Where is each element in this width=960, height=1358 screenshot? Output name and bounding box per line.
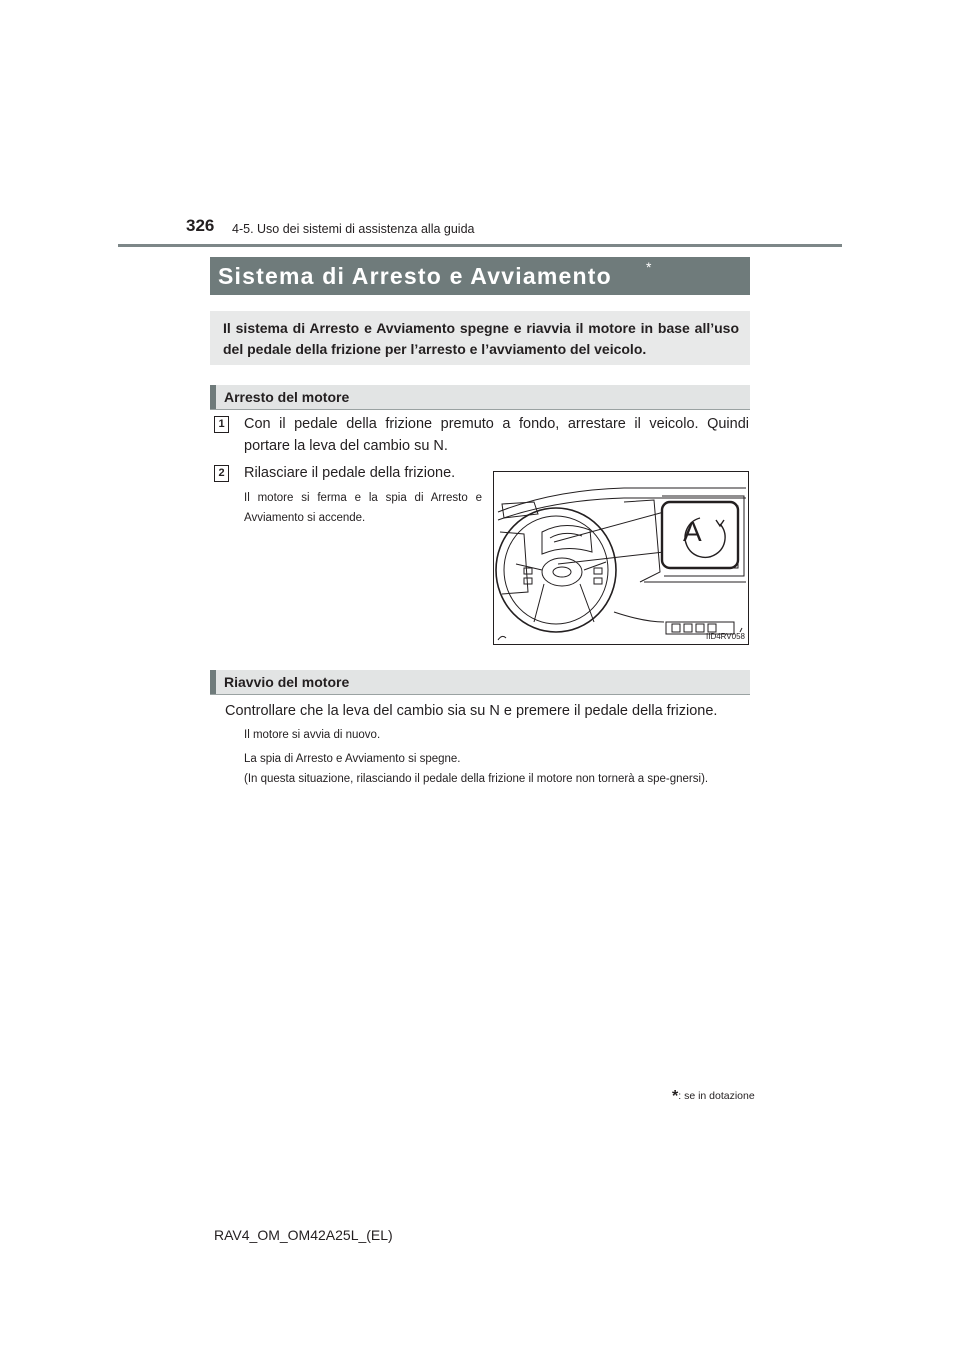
footnote-star: * xyxy=(672,1088,679,1105)
heading-rule xyxy=(210,409,750,410)
riavvio-note: La spia di Arresto e Avviamento si spegne. xyxy=(244,753,461,765)
page-number: 326 xyxy=(186,216,215,235)
step-text: Rilasciare il pedale della frizione. xyxy=(244,465,456,481)
footnote-text: : se in dotazione xyxy=(678,1090,755,1102)
step-text: Con il pedale della frizione premuto a fondo, arrestare il veicolo. Quindi portare la leva del cambio su N. xyxy=(244,416,749,454)
heading-accent xyxy=(210,670,216,694)
riavvio-note: (In questa situazione, rilasciando il pedale della frizione il motore non tornerà a spe-gnersi). xyxy=(244,773,709,785)
heading-rule xyxy=(210,694,750,695)
heading-label: Arresto del motore xyxy=(224,389,350,405)
step-number: 2 xyxy=(214,465,229,482)
section-heading-riavvio xyxy=(210,670,750,694)
intro-text: Il sistema di Arresto e Avviamento spegne e riavvia il motore in base all’uso del pedale della frizione per l’arresto e l’avviamento del veicolo. xyxy=(223,320,739,357)
riavvio-note: Il motore si avvia di nuovo. xyxy=(244,729,381,741)
section-heading-arresto xyxy=(210,385,750,409)
heading-accent xyxy=(210,385,216,409)
optional-star-marker: * xyxy=(646,259,652,275)
intro-box xyxy=(210,311,750,365)
dashboard-illustration xyxy=(493,471,749,645)
steering-wheel-dashboard-icon xyxy=(494,472,750,646)
section-label: 4-5. Uso dei sistemi di assistenza alla guida xyxy=(232,222,475,236)
riavvio-text: Controllare che la leva del cambio sia su N e premere il pedale della frizione. xyxy=(225,703,718,719)
heading-label: Riavvio del motore xyxy=(224,674,350,690)
document-code: RAV4_OM_OM42A25L_(EL) xyxy=(214,1227,393,1243)
step-note: Il motore si ferma e la spia di Arresto e Avviamento si accende. xyxy=(244,492,482,524)
page-title: Sistema di Arresto e Avviamento xyxy=(218,263,612,289)
step-number: 1 xyxy=(214,416,229,433)
image-code: IID4RV058 xyxy=(706,632,745,641)
footnote xyxy=(672,1088,755,1106)
header-rule xyxy=(118,244,842,247)
title-bar xyxy=(210,257,750,295)
callout-letter: A xyxy=(683,516,702,547)
